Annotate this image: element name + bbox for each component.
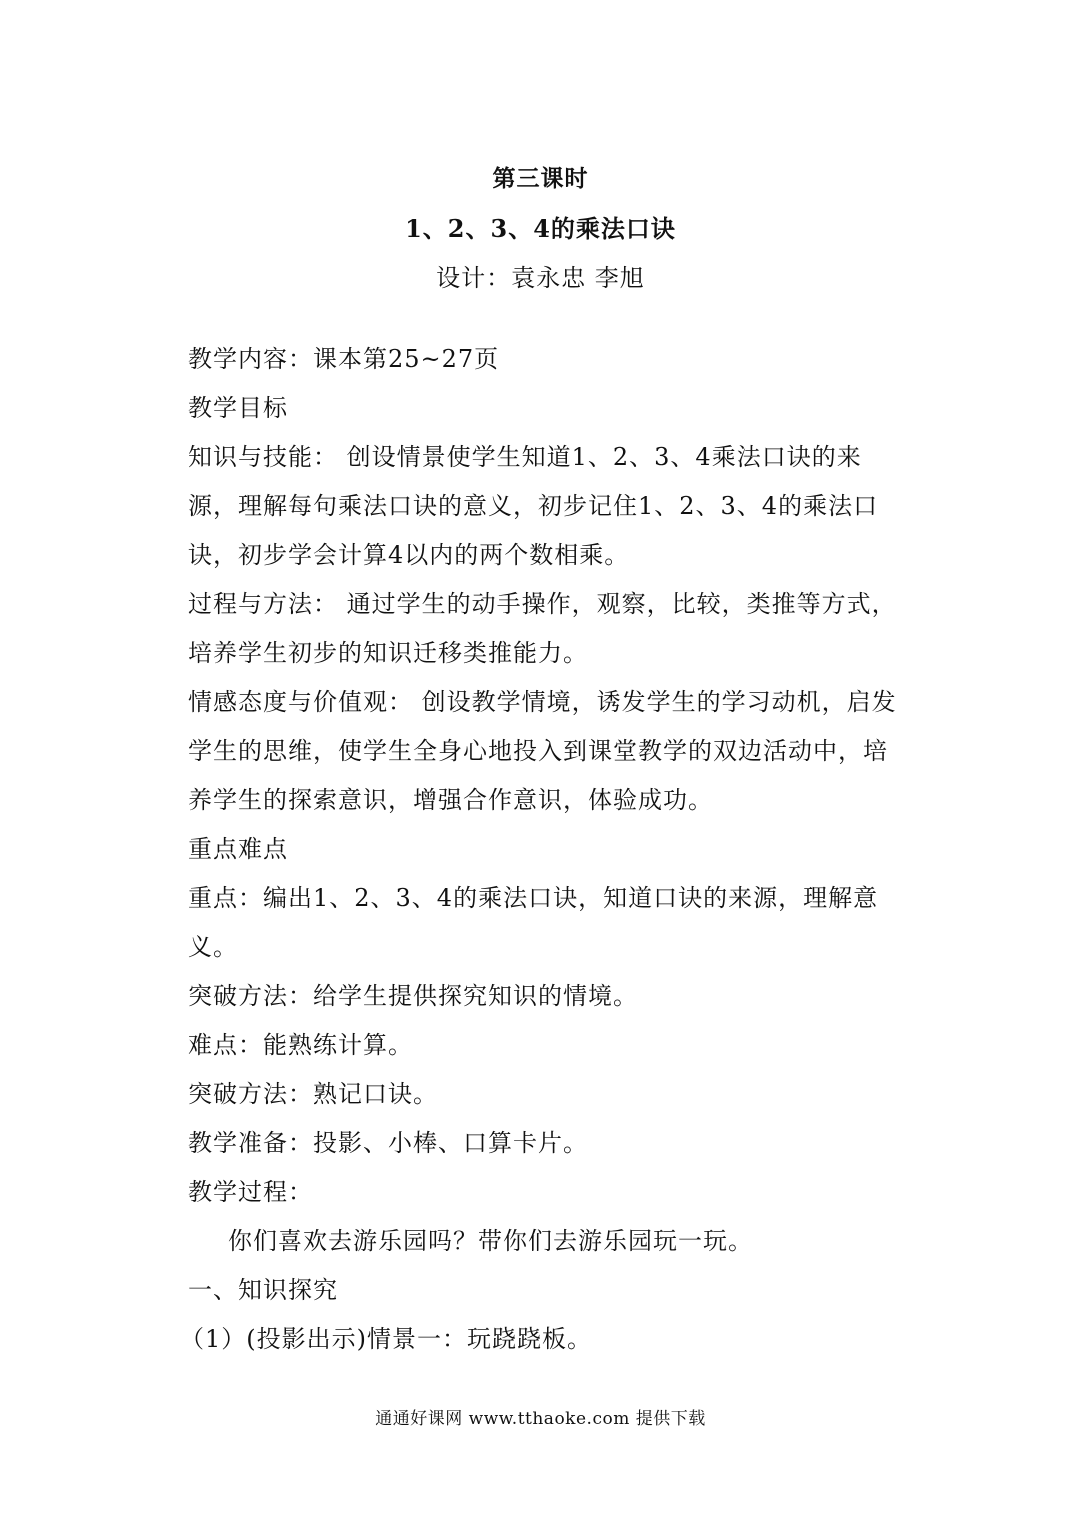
designer-line: 设计：袁永忠 李旭 [436, 264, 645, 292]
breakthrough-method-2: 突破方法：熟记口诀。 [188, 1080, 438, 1108]
lesson-title: 第三课时 [492, 165, 589, 192]
scene-1: （1）(投影出示)情景一：玩跷跷板。 [180, 1325, 592, 1353]
knowledge-skill-paragraph: 知识与技能： 创设情景使学生知道1、2、3、4乘法口诀的来源，理解每句乘法口诀的意义，初步记住1、2、3、4的乘法口诀，初步学会计算4以内的两个数相乘。 [188, 443, 879, 569]
goals-heading: 教学目标 [188, 394, 288, 422]
emotion-values-paragraph: 情感态度与价值观： 创设教学情境，诱发学生的学习动机，启发学生的思维，使学生全身心地投入到课堂教学的双边活动中，培养学生的探索意识，增强合作意识，体验成功。 [188, 688, 897, 814]
key-difficult-heading: 重点难点 [188, 835, 288, 863]
document-body [180, 335, 908, 1364]
section-heading-1: 一、知识探究 [188, 1276, 338, 1304]
teaching-content: 教学内容：课本第25~27页 [188, 345, 500, 373]
process-heading: 教学过程： [188, 1178, 313, 1206]
teaching-preparation: 教学准备：投影、小棒、口算卡片。 [188, 1129, 588, 1157]
intro-sentence: 你们喜欢去游乐园吗？带你们去游乐园玩一玩。 [228, 1227, 753, 1255]
difficult-point: 难点：能熟练计算。 [188, 1031, 413, 1059]
footer-credit: 通通好课网 www.tthaoke.com 提供下载 [375, 1409, 706, 1429]
key-point: 重点：编出1、2、3、4的乘法口诀，知道口诀的来源，理解意义。 [188, 884, 879, 961]
lesson-subtitle: 1、2、3、4的乘法口诀 [405, 214, 676, 243]
breakthrough-method-1: 突破方法：给学生提供探究知识的情境。 [188, 982, 638, 1010]
process-method-paragraph: 过程与方法： 通过学生的动手操作，观察，比较，类推等方式，培养学生初步的知识迁移类推能力。 [188, 590, 897, 667]
